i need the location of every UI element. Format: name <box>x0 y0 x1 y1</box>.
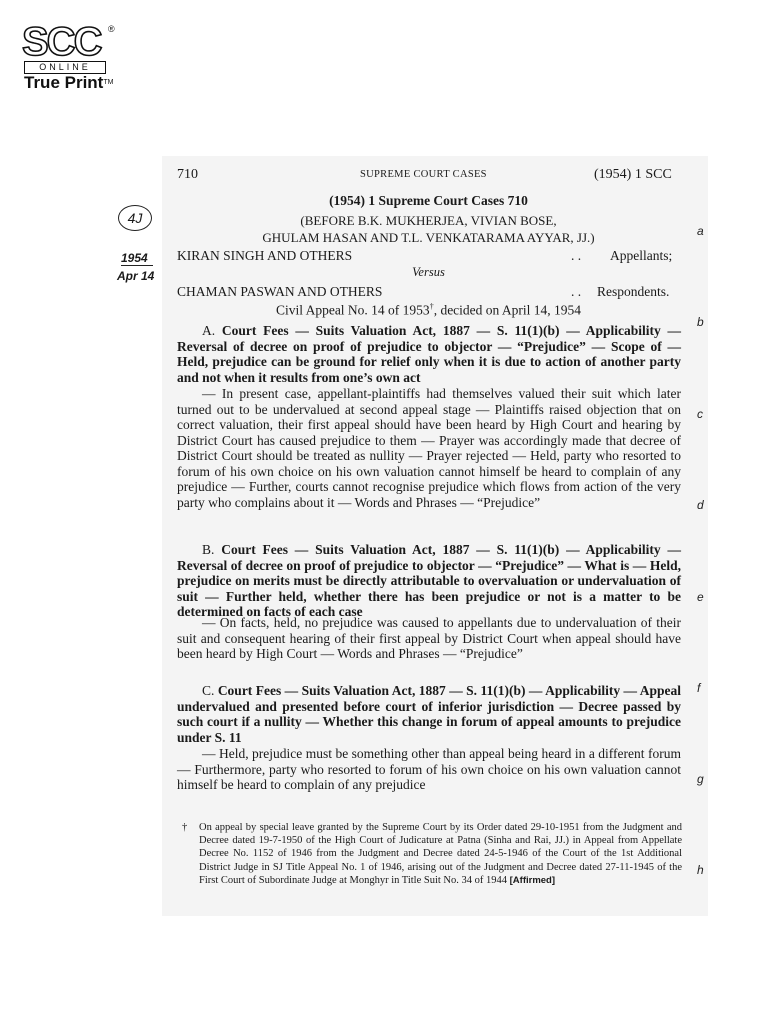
logo-tm: TM <box>103 79 114 86</box>
header-citation: (1954) 1 SCC <box>594 167 672 182</box>
civil-appeal-date: , decided on April 14, 1954 <box>433 302 582 318</box>
versus-label: Versus <box>412 265 445 279</box>
margin-letter-d: d <box>697 498 704 512</box>
appellants-role: Appellants; <box>610 248 673 263</box>
footnote-ref-mark: † <box>429 302 434 311</box>
footnote-affirmed-tag: [Affirmed] <box>509 874 556 886</box>
respondents-name: CHAMAN PASWAN AND OTHERS <box>177 284 383 299</box>
headnote-c-heading <box>177 683 681 745</box>
case-title: (1954) 1 Supreme Court Cases 710 <box>329 193 528 208</box>
footnote-mark: † <box>182 822 188 833</box>
headnote-b-letter: B. <box>202 542 222 557</box>
headnote-b-bold: Court Fees — Suits Valuation Act, 1887 — S. 11(1)(b) — Applicability — Reversal of decree on proof of prejudice to objector — “Prejudice” — What is — Held, prejudice on merits must be directly attributable to overvaluation or undervaluation of suit — Further held, whether there has been prejudice or not is a matter to be determined on facts of each case <box>177 542 681 619</box>
headnote-a-letter: A. <box>202 323 222 338</box>
civil-appeal-number: Civil Appeal No. 14 of 1953 <box>275 302 430 318</box>
running-header: SUPREME COURT CASES <box>360 169 487 180</box>
footnote-body <box>199 821 682 887</box>
margin-letter-b: b <box>697 315 704 329</box>
headnote-c-letter: C. <box>202 683 218 698</box>
headnote-a-heading <box>177 323 681 385</box>
headnote-c-text: — Held, prejudice must be something other than appeal being heard in a different forum — Furthermore, party who resorted to forum of his own choice on his own valuation cannot himself be heard to complain of any prejudice <box>177 746 681 792</box>
respondents-role: Respondents. <box>597 284 670 299</box>
page-number: 710 <box>177 167 198 182</box>
headnote-b-text: — On facts, held, no prejudice was caused to appellants due to undervaluation of their suit and consequent hearing of their first appeal by District Court when appeal should have been heard by High Court — Words and Phrases — “Prejudice” <box>177 615 681 661</box>
bench-line-1: (BEFORE B.K. MUKHERJEA, VIVIAN BOSE, <box>300 213 557 228</box>
logo-online: ONLINE <box>24 61 106 74</box>
headnote-a-body <box>177 386 681 510</box>
bench-size-badge: 4J <box>118 205 152 231</box>
margin-letter-g: g <box>697 772 704 786</box>
logo-true-print-text: True Print <box>24 73 104 92</box>
appellants-dots: . . <box>571 248 582 263</box>
bench-line-2: GHULAM HASAN AND T.L. VENKATARAMA AYYAR, JJ.) <box>262 230 595 245</box>
decision-year: 1954 <box>121 251 153 266</box>
scc-online-logo <box>22 22 122 94</box>
margin-letter-c: c <box>697 407 703 421</box>
footnote <box>182 821 682 887</box>
headnote-a-bold: Court Fees — Suits Valuation Act, 1887 — S. 11(1)(b) — Applicability — Reversal of decree on proof of prejudice to objector — “Prejudice” — Scope of — Held, prejudice can be ground for relief only when it is due to action of another party and not when it results from one’s own act <box>177 323 682 385</box>
headnote-a-text: — In present case, appellant-plaintiffs had themselves valued their suit which later turned out to be undervalued at second appeal stage — Plaintiffs raised objection that on correct valuation, their first appeal should have been heard by High Court and hearing by District Court has caused prejudice to them — Prayer was accordingly made that decree of District Court should be treated as nullity — Prayer rejected — Held, party who resorted to forum of his own choice on his own valuation cannot himself be heard to complain of any prejudice — Further, courts cannot recognise prejudice which flows from action of the very party who complains about it — Words and Phrases — “Prejudice” <box>177 386 681 510</box>
margin-letter-h: h <box>697 863 704 877</box>
margin-letter-e: e <box>697 590 704 604</box>
headnote-b-heading <box>177 542 681 620</box>
margin-letter-a: a <box>697 224 704 238</box>
logo-registered-mark: ® <box>108 24 115 34</box>
logo-brand: SCC <box>22 20 101 64</box>
logo-true-print <box>24 74 113 92</box>
appellants-name: KIRAN SINGH AND OTHERS <box>177 248 353 263</box>
headnote-c-body <box>177 746 681 793</box>
margin-letter-f: f <box>697 681 701 695</box>
respondents-dots: . . <box>571 284 582 299</box>
decision-date: Apr 14 <box>117 269 155 283</box>
headnote-c-bold: Court Fees — Suits Valuation Act, 1887 — S. 11(1)(b) — Applicability — Appeal undervalued and presented before court of inferior jurisdiction — Decree passed by such court if a nullity — Whether this change in forum of appeal amounts to prejudice under S. 11 <box>177 683 681 745</box>
footnote-text: On appeal by special leave granted by the Supreme Court by its Order dated 29-10-1951 from the Judgment and Decree dated 19-7-1950 of the High Court of Judicature at Patna (Sinha and Rai, JJ.) in Appeal from Appellate Decree No. 1152 of 1946 from the Judgment and Decree dated 24-5-1946 of the Court of the 1st Additional District Judge in SJ Title Appeal No. 1 of 1946, arising out of the Judgment and Decree dated 27-11-1945 of the First Court of Subordinate Judge at Monghyr in Title Suit No. 34 of 1944 <box>199 822 682 886</box>
headnote-b-body <box>177 615 681 662</box>
civil-appeal-line <box>177 302 680 319</box>
